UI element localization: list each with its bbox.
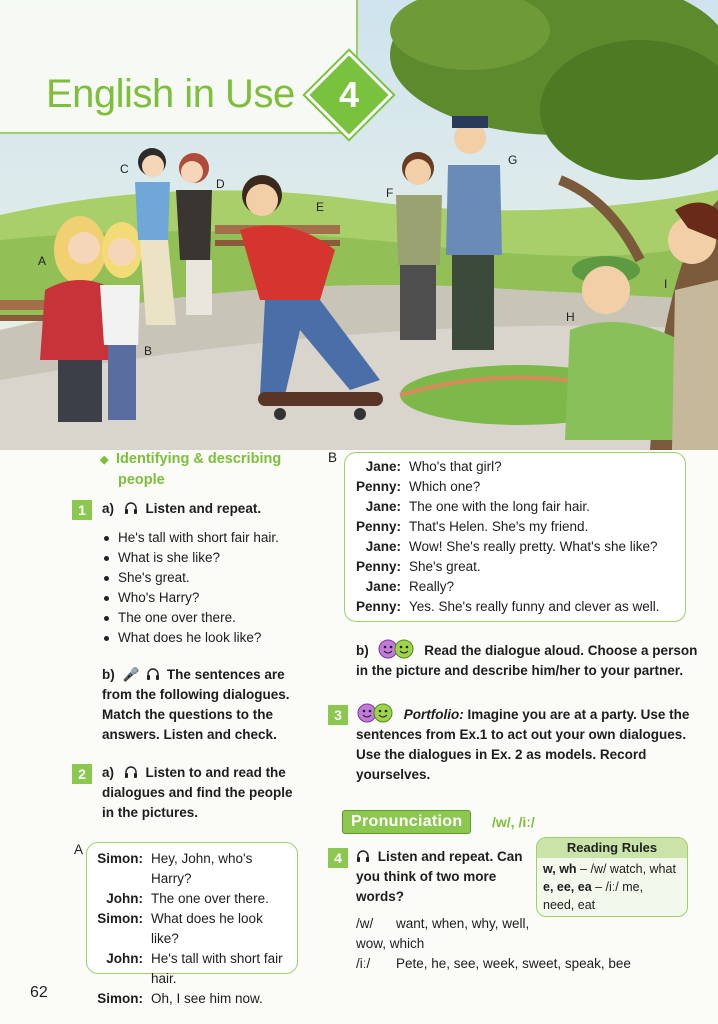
exercise-1-number: 1 [72,500,92,520]
dialogue-line: He's tall with short fair [151,951,283,966]
reading-rule-2-cont: need, eat [543,898,596,912]
dialogue-row [95,849,289,889]
list-item: What does he look like? [100,628,340,648]
dialogue-a-label: A [74,842,84,857]
dialogue-row [353,477,677,497]
reading-rule-1 [543,860,681,878]
dialogue-row [95,969,289,989]
speaker: Penny: [355,479,401,494]
exercise-4-instruction [356,847,526,907]
pair-work-icon [377,639,417,659]
exercise-2a-line3: in the pictures. [102,805,199,820]
exercise-2b-line1: Read the dialogue aloud. Choose a person [424,643,698,658]
dialogue-row [353,537,677,557]
dialogue-a-box [86,842,298,1006]
unit-number: 4 [338,74,360,115]
section-heading-line2: people [118,472,165,488]
speaker: Penny: [355,559,401,574]
scene-label-f: F [386,186,394,200]
exercise-2a-label: a) [102,765,115,780]
portfolio-label: Portfolio: [403,707,464,722]
exercise-1b-label: b) [102,667,115,682]
dialogue-line: Really? [409,579,455,594]
page-number: 62 [30,984,48,1001]
speaker: John: [106,891,143,906]
headphones-icon [124,501,138,515]
dialogue-line: The one over there. [151,891,269,906]
dialogue-line: Wow! She's really pretty. What's she like? [409,539,658,554]
exercise-1a-instruction [102,499,261,519]
speaker: Simon: [97,991,143,1006]
reading-rule-letters: e, ee, ea [543,880,592,894]
exercise-2b-line2: in the picture and describe him/her to your partner. [356,663,684,678]
dialogue-row [95,909,289,949]
reading-rule-letters: w, wh [543,862,577,876]
dialogue-line: Who's that girl? [409,459,502,474]
dialogue-row [353,457,677,477]
dialogue-row [95,989,289,1009]
dialogue-line: Which one? [409,479,481,494]
speaker: Jane: [365,459,401,474]
person-i [668,203,718,451]
dialogue-line: Yes. She's really funny and clever as well. [409,599,660,614]
phoneme-i-words: Pete, he, see, week, sweet, speak, bee [396,956,631,971]
dialogue-line: Hey, John, who's Harry? [151,851,253,886]
dialogue-line: The one with the long fair hair. [409,499,590,514]
scene-label-a: A [38,254,47,268]
reading-rules-box [536,837,688,917]
exercise-2a-instruction [102,763,342,823]
exercise-1-sentence-list [100,528,340,648]
exercise-4-line3: words? [356,889,405,904]
exercise-2a-line2: dialogues and find the people [102,785,293,800]
exercise-4-line2: you think of two more [356,869,497,884]
speaker [95,969,151,989]
scene-label-g: G [508,153,518,167]
section-heading [100,449,340,490]
headphones-icon [124,765,138,779]
section-heading-line1: Identifying & describing [116,451,282,467]
list-item: He's tall with short fair hair. [100,528,340,548]
dialogue-row [95,889,289,909]
dialogue-line: Oh, I see him now. [151,991,263,1006]
exercise-3-line3: Use the dialogues in Ex. 2 as models. Record [356,747,647,762]
dialogue-line: What does he look like? [151,911,263,946]
exercise-2-number: 2 [72,764,92,784]
dialogue-row [95,949,289,969]
dialogue-line: That's Helen. She's my friend. [409,519,589,534]
list-item: Who's Harry? [100,588,340,608]
exercise-3-line4: yourselves. [356,767,431,782]
reading-rules-title: Reading Rules [537,838,687,858]
exercise-3-instruction [356,703,696,785]
phoneme-w: /w/ [356,916,374,931]
exercise-1b-instruction [102,665,342,745]
exercise-3-number: 3 [328,705,348,725]
speaker: Simon: [97,851,143,866]
speaker: Simon: [97,911,143,926]
exercise-3-line2: sentences from Ex.1 to act out your own dialogues. [356,727,687,742]
speaker: Jane: [365,579,401,594]
exercise-1a-text: Listen and repeat. [145,501,262,516]
scene-label-e: E [316,200,325,214]
dialogue-b-box [344,452,686,622]
scene-label-d: D [216,177,225,191]
exercise-1b-line2: from the following dialogues. [102,687,290,702]
headphones-icon [146,667,160,681]
exercise-2b-instruction [356,639,696,681]
dialogue-row [353,557,677,577]
diamond-bullet-icon: ◆ [100,454,109,466]
pronunciation-banner: Pronunciation [342,810,471,834]
reading-rule-text: – /w/ watch, what [576,862,676,876]
page-title: English in Use [46,72,295,116]
headphones-icon [356,849,370,863]
exercise-4-word-lists [356,914,696,974]
speaker: John: [106,951,143,966]
pair-work-icon [356,703,396,723]
exercise-1b-line4: answers. Listen and check. [102,727,277,742]
list-item: She's great. [100,568,340,588]
phoneme-w-words: want, when, why, well, [396,916,530,931]
phoneme-w-words-cont: wow, which [356,936,425,951]
dialogue-row [353,497,677,517]
speaker: Jane: [365,539,401,554]
dialogue-line: She's great. [409,559,481,574]
scene-label-h: H [566,310,575,324]
microphone-icon: 🎤 [122,667,140,682]
dialogue-row [353,577,677,597]
list-item: What is she like? [100,548,340,568]
pronunciation-sounds: /w/, /iː/ [492,814,535,830]
exercise-4-line1: Listen and repeat. Can [377,849,523,864]
exercise-1b-line1: The sentences are [166,667,285,682]
dialogue-row [353,597,677,617]
scene-label-c: C [120,162,129,176]
reading-rule-2 [543,878,681,896]
dialogue-b-label: B [328,450,338,465]
dialogue-line: hair. [151,971,177,986]
speaker: Penny: [355,599,401,614]
speaker: Jane: [365,499,401,514]
exercise-1b-line3: Match the questions to the [102,707,274,722]
phoneme-i: /iː/ [356,956,371,971]
speaker: Penny: [355,519,401,534]
scene-label-i: I [664,277,668,291]
exercise-2b-label: b) [356,643,369,658]
list-item: The one over there. [100,608,340,628]
exercise-3-line1: Imagine you are at a party. Use the [467,707,690,722]
scene-label-b: B [144,344,153,358]
exercise-1a-label: a) [102,501,115,516]
dialogue-row [353,517,677,537]
reading-rule-text: – /iː/ me, [591,880,644,894]
exercise-2a-line1: Listen to and read the [145,765,286,780]
exercise-4-number: 4 [328,848,348,868]
